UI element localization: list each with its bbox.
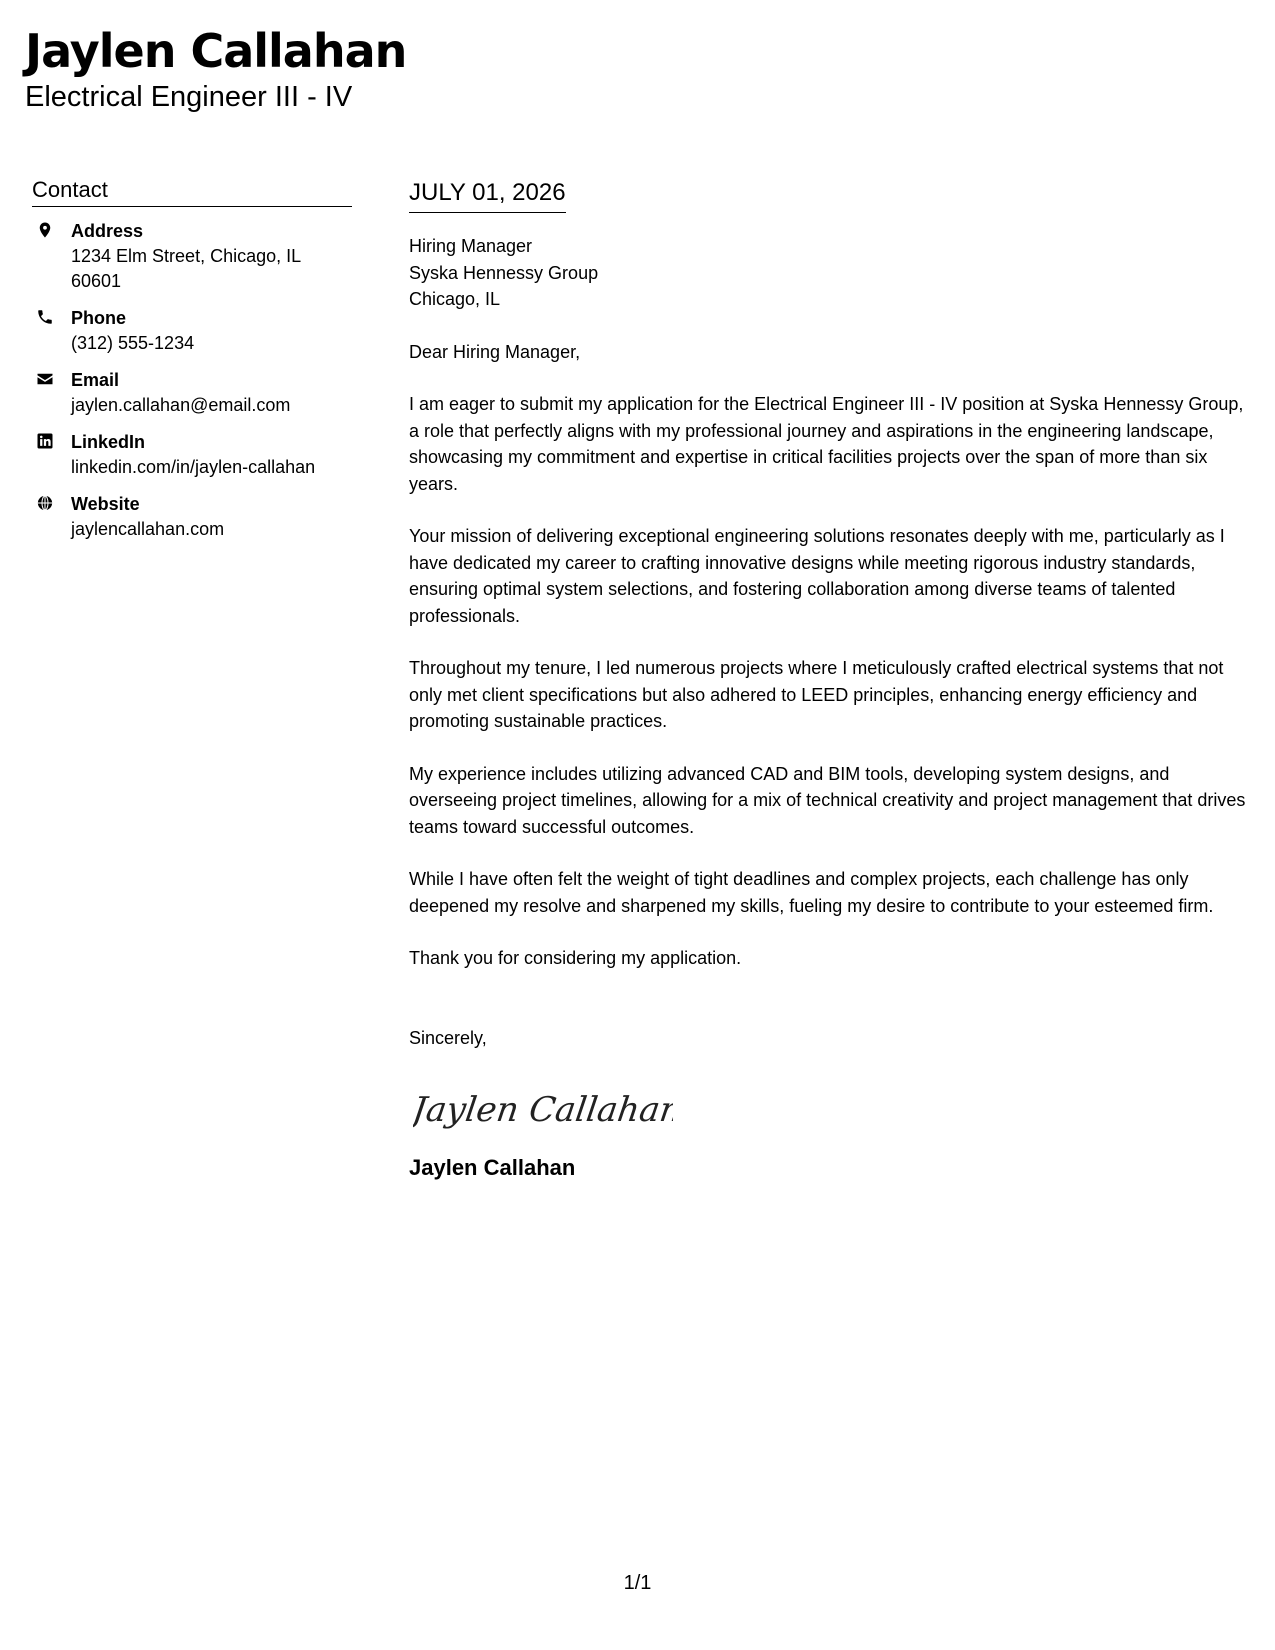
globe-icon — [36, 494, 54, 512]
signer-name: Jaylen Callahan — [409, 1155, 576, 1180]
email-value[interactable]: jaylen.callahan@email.com — [71, 395, 291, 415]
salutation: Dear Hiring Manager, — [409, 341, 581, 362]
email-icon — [36, 370, 54, 388]
body-paragraph: Thank you for considering my application. — [409, 948, 742, 968]
linkedin-value[interactable]: linkedin.com/in/jaylen-callahan — [71, 457, 316, 477]
handwritten-signature — [413, 1079, 673, 1135]
recipient-line: Chicago, IL — [409, 289, 501, 309]
phone-icon — [36, 308, 54, 326]
body-paragraph: Throughout my tenure, I led numerous projects where I meticulously crafted electrical systems that not only met client specifications but also adhered to LEED principles, enhancing energy efficiency and promoting sustainable practices. — [409, 658, 1224, 731]
contact-list — [32, 219, 352, 542]
closing: Sincerely, — [409, 1027, 487, 1048]
page-number: 1/1 — [623, 1572, 652, 1594]
contact-label: Email — [71, 370, 120, 390]
contact-sidebar — [32, 176, 352, 554]
candidate-name: Jaylen Callahan — [25, 24, 407, 78]
contact-label: Website — [71, 494, 140, 514]
header — [25, 22, 406, 114]
contact-label: Address — [71, 221, 144, 241]
signature-text: Jaylen Callahan — [413, 1090, 673, 1130]
contact-label: Phone — [71, 308, 127, 328]
body-paragraph: While I have often felt the weight of tight deadlines and complex projects, each challenge has only deepened my resolve and sharpened my skills, fueling my desire to contribute to your esteemed firm. — [409, 869, 1214, 916]
website-value[interactable]: jaylencallahan.com — [71, 519, 225, 539]
letter-body — [409, 178, 1254, 1182]
contact-item-phone — [32, 306, 352, 356]
recipient-block — [409, 233, 1254, 313]
body-paragraph: Your mission of delivering exceptional engineering solutions resonates deeply with me, particularly as I have dedicated my career to crafting innovative designs while meeting rigorous industry standards, ensuring optimal system selections, and fostering collaboration among diverse teams of talented professionals. — [409, 526, 1225, 626]
contact-item-address — [32, 219, 352, 294]
phone-value[interactable]: (312) 555-1234 — [71, 333, 195, 353]
job-title: Electrical Engineer III - IV — [25, 81, 353, 113]
body-paragraph: I am eager to submit my application for the Electrical Engineer III - IV position at Syska Hennessy Group, a role that perfectly aligns with my professional journey and aspirations in the engineering landscape, showcasing my commitment and expertise in critical facilities projects over the span of more than six years. — [409, 394, 1244, 494]
contact-heading: Contact — [32, 176, 352, 207]
recipient-line: Hiring Manager — [409, 236, 533, 256]
linkedin-icon — [36, 432, 54, 450]
contact-item-website — [32, 492, 352, 542]
address-line-2: 60601 — [71, 271, 122, 291]
contact-label: LinkedIn — [71, 432, 146, 452]
map-pin-icon — [36, 221, 54, 239]
letter-date: JULY 01, 2026 — [409, 178, 566, 213]
address-line-1: 1234 Elm Street, Chicago, IL — [71, 246, 302, 266]
recipient-line: Syska Hennessy Group — [409, 262, 599, 283]
body-paragraph: My experience includes utilizing advanced CAD and BIM tools, developing system designs, and overseeing project timelines, allowing for a mix of technical creativity and project management that drives teams toward successful outcomes. — [409, 763, 1246, 837]
contact-item-email — [32, 368, 352, 418]
contact-item-linkedin — [32, 430, 352, 480]
